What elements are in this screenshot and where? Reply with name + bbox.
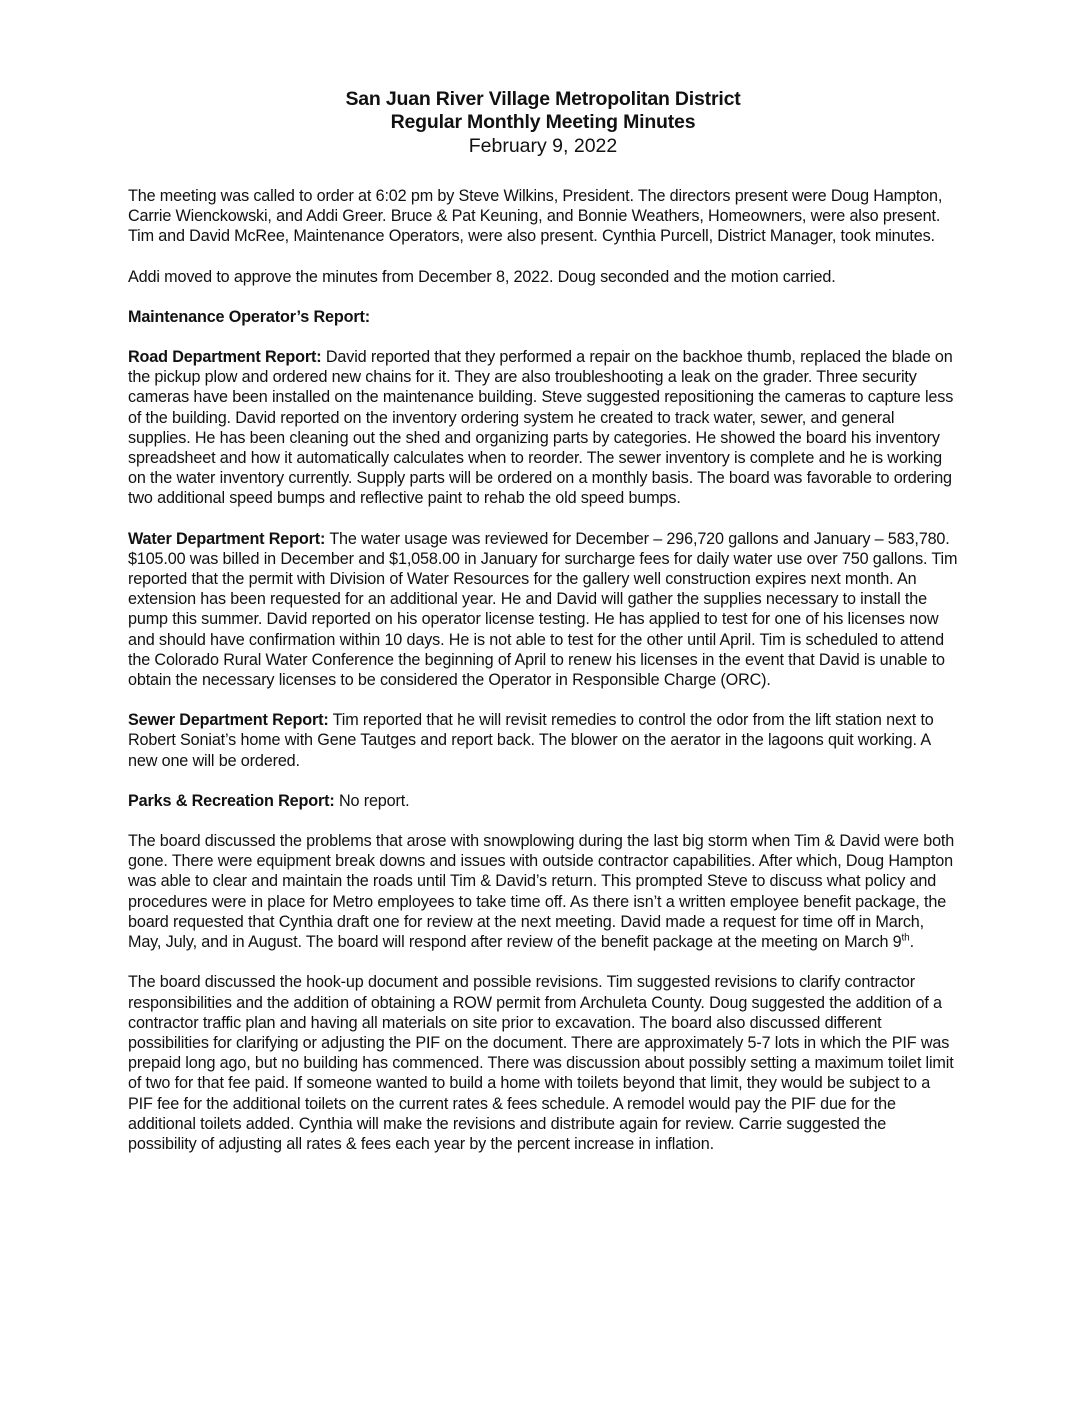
document-subtitle: Regular Monthly Meeting Minutes	[390, 111, 696, 133]
approve-minutes-paragraph: Addi moved to approve the minutes from December 8, 2022. Doug seconded and the motion carried.	[128, 267, 836, 286]
date-ordinal-suffix: th	[901, 932, 910, 944]
parks-recreation-paragraph	[128, 791, 958, 811]
call-to-order-paragraph: The meeting was called to order at 6:02 pm by Steve Wilkins, President. The directors present were Doug Hampton, Carrie Wienckowski, and Addi Greer. Bruce & Pat Keuning, and Bonnie Weathers, Homeowners, were also present. Tim and David McRee, Maintenance Operators, were also present. Cynthia Purcell, District Manager, took minutes.	[128, 187, 943, 246]
sewer-department-paragraph	[128, 710, 958, 771]
sewer-department-heading: Sewer Department Report:	[128, 711, 329, 730]
road-department-paragraph	[128, 347, 958, 509]
meeting-date: February 9, 2022	[468, 135, 618, 157]
maintenance-report-heading: Maintenance Operator’s Report:	[128, 307, 370, 326]
document-title: San Juan River Village Metropolitan District	[345, 88, 741, 110]
water-department-paragraph	[128, 529, 958, 691]
snowplowing-body: The board discussed the problems that arose with snowplowing during the last big storm when Tim & David were both gone. There were equipment break downs and issues with outside contractor capabilities. After which, Doug Hampton was able to clear and maintain the roads until Tim & David’s return. This prompted Steve to discuss what policy and procedures were in place for Metro employees to take time off. As there isn’t a written employee benefit package, the board requested that Cynthia draft one for review at the next meeting. David made a request for time off in March, May, July, and in August. The board will respond after review of the benefit package at the meeting on March 9	[128, 832, 955, 952]
water-department-body: The water usage was reviewed for December – 296,720 gallons and January – 583,780. $105.00 was billed in December and $1,058.00 in January for surcharge fees for daily water use over 750 gallons. Tim reported that the permit with Division of Water Resources for the gallery well construction expires next month. An extension has been requested for an additional year. He and David will gather the supplies necessary to install the pump this summer. David reported on his operator license testing. He has applied to test for one of his licenses now and should have confirmation within 10 days. He is not able to test for the other until April. Tim is scheduled to attend the Colorado Rural Water Conference the beginning of April to renew his licenses in the event that David is unable to obtain the necessary licenses to be considered the Operator in Responsible Charge (ORC).	[128, 529, 958, 690]
road-department-body: David reported that they performed a repair on the backhoe thumb, replaced the blade on the pickup plow and ordered new chains for it. They are also troubleshooting a leak on the grader. Three security cameras have been installed on the maintenance building. Steve suggested repositioning the cameras to capture less of the building. David reported on the inventory ordering system he created to track water, sewer, and general supplies. He has been cleaning out the shed and organizing parts by categories. He showed the board his inventory spreadsheet and how it automatically calculates when to reorder. The sewer inventory is complete and he is working on the water inventory currently. Supply parts will be ordered on a monthly basis. The board was favorable to ordering two additional speed bumps and reflective paint to rehab the old speed bumps.	[128, 348, 954, 508]
water-department-heading: Water Department Report:	[128, 529, 326, 548]
parks-recreation-heading: Parks & Recreation Report:	[128, 791, 335, 810]
snowplowing-end: .	[909, 933, 914, 952]
sewer-department-body: Tim reported that he will revisit remedies to control the odor from the lift station next to Robert Soniat’s home with Gene Tautges and report back. The blower on the aerator in the lagoons quit working. A new one will be ordered.	[128, 711, 934, 770]
parks-recreation-body: No report.	[334, 791, 410, 810]
hookup-document-paragraph: The board discussed the hook-up document and possible revisions. Tim suggested revisions to clarify contractor responsibilities and the addition of obtaining a ROW permit from Archuleta County. Doug suggested the addition of a contractor traffic plan and having all materials on site prior to excavation. The board also discussed different possibilities for clarifying or adjusting the PIF on the document. There are approximately 5-7 lots in which the PIF was prepaid long ago, but no building has commenced. There was discussion about possibly setting a maximum toilet limit of two for that fee paid. If someone wanted to build a home with toilets beyond that limit, they would be subject to a PIF fee for the additional toilets on the current rates & fees schedule. A remodel would pay the PIF due for the additional toilets added. Cynthia will make the revisions and distribute again for review. Carrie suggested the possibility of adjusting all rates & fees each year by the percent increase in inflation.	[128, 973, 954, 1153]
document-header	[128, 88, 958, 159]
road-department-heading: Road Department Report:	[128, 348, 322, 367]
document-page	[128, 88, 958, 1154]
snowplowing-paragraph	[128, 831, 958, 952]
